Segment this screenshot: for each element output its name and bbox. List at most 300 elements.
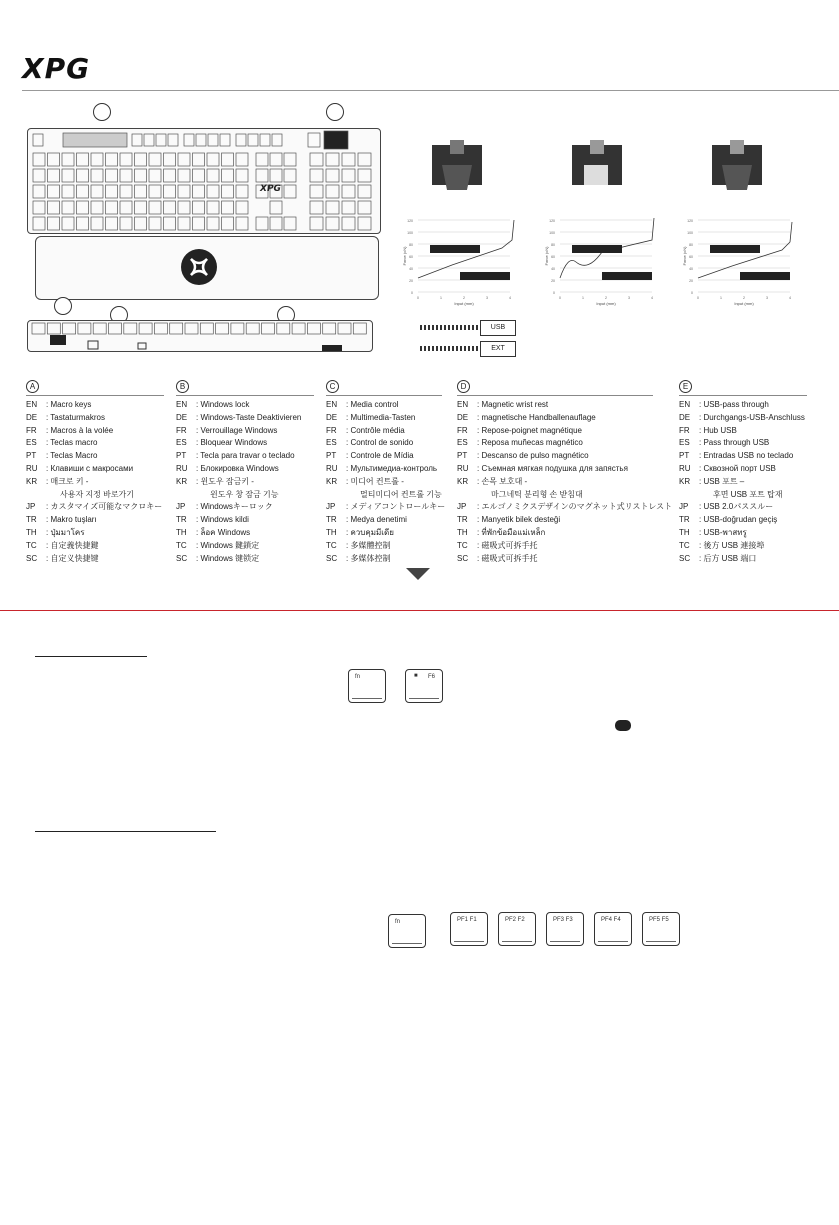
legend-text: : Media control (346, 400, 399, 409)
legend-text: : Teclas Macro (46, 451, 98, 461)
language-code: PT (26, 451, 37, 461)
key-cap (164, 185, 176, 198)
key-cap (91, 185, 103, 198)
key-cap (135, 201, 147, 214)
profile-key-5 (642, 912, 680, 946)
legend-text: : Descanso de pulso magnético (477, 451, 589, 461)
language-code: SC (679, 553, 691, 563)
language-code: DE (26, 412, 38, 422)
side-key-cap (78, 323, 91, 334)
x-tick-label: 2 (743, 296, 745, 300)
legend-row (176, 476, 314, 489)
legend-text: : Windows 鍵鎖定 (196, 540, 260, 550)
legend-row (457, 527, 653, 540)
legend-row (26, 437, 164, 450)
legend-text: : Windows kildi (196, 515, 249, 525)
legend-row (457, 412, 653, 425)
legend-text: 후면 USB 포트 탑재 (713, 489, 783, 499)
key-cap (120, 217, 132, 230)
key-cap (106, 153, 118, 166)
y-axis-label: Force (cN) (402, 246, 407, 266)
profile-key-label: PF1 F1 (457, 917, 477, 923)
key-cap (33, 169, 45, 182)
profile-key-label: PF2 F2 (505, 917, 525, 923)
legend-row (326, 540, 442, 553)
legend-row (176, 489, 314, 502)
legend-text: : エルゴノミクスデザインのマグネット式リストレスト (477, 502, 673, 512)
side-key-cap (170, 323, 183, 334)
legend-text: : Съемная мягкая подушка для запястья (477, 463, 628, 473)
legend-row (326, 553, 442, 566)
legend-text: : Durchgangs-USB-Anschluss (699, 412, 805, 422)
legend-row (176, 412, 314, 425)
language-code: TC (457, 540, 468, 550)
legend-text: : Мультимедиа-контроль (346, 463, 438, 473)
usb-plug-1: USB (480, 320, 516, 336)
x-tick-label: 0 (697, 296, 699, 300)
key-cap (149, 169, 161, 182)
legend-marker: B (176, 380, 189, 393)
y-tick-label: 100 (549, 231, 555, 235)
language-code: FR (26, 425, 37, 435)
key-cap (48, 153, 60, 166)
key-cap (106, 169, 118, 182)
language-code: TR (679, 515, 690, 525)
language-code: ES (679, 438, 690, 448)
legend-row (679, 527, 807, 540)
legend-row (457, 450, 653, 463)
numpad-key-cap (342, 169, 355, 182)
legend-text: : Macro keys (46, 400, 92, 409)
side-key-cap (32, 323, 45, 334)
numpad-key-cap (358, 169, 371, 182)
legend-marker: C (326, 380, 339, 393)
numpad-key-cap (342, 217, 355, 230)
language-code: DE (326, 412, 338, 422)
key-cap (120, 169, 132, 182)
numpad-key-cap (326, 153, 339, 166)
nav-key-cap (270, 169, 282, 182)
x-tick-label: 3 (766, 296, 768, 300)
legend-text: : 손목 보호대 - (477, 476, 528, 486)
legend-text: : Magnetic wrist rest (477, 400, 549, 409)
key-cap (106, 185, 118, 198)
legend-row (457, 425, 653, 438)
key-cap (193, 201, 205, 214)
legend-text: : Entradas USB no teclado (699, 451, 794, 461)
legend-row (176, 514, 314, 527)
legend-text: : Pass through USB (699, 438, 770, 448)
game-mode-key: ■ F6 (405, 669, 443, 703)
y-tick-label: 60 (689, 255, 693, 259)
x-axis-label: Input (mm) (734, 301, 754, 306)
legend-row (26, 425, 164, 438)
nav-key-cap (270, 153, 282, 166)
legend-text: : Windowsキーロック (196, 502, 273, 512)
legend-row (679, 476, 807, 489)
side-key-cap (63, 323, 76, 334)
language-code: RU (679, 463, 691, 473)
profile-key-label: PF5 F5 (649, 917, 669, 923)
key-cap (120, 185, 132, 198)
nav-key-cap (284, 153, 296, 166)
language-code: EN (679, 400, 691, 409)
language-code: TC (176, 540, 187, 550)
legend-text: : magnetische Handballenauflage (477, 412, 596, 422)
numpad-key-cap (310, 201, 323, 214)
legend-row (679, 450, 807, 463)
keyboard-keys-graphic (28, 129, 380, 233)
key-cap (193, 153, 205, 166)
language-code: FR (679, 425, 690, 435)
key-cap (178, 201, 190, 214)
side-key-cap (231, 323, 244, 334)
key-cap (178, 185, 190, 198)
language-code: KR (457, 476, 469, 486)
key-cap (207, 153, 219, 166)
key-cap (164, 153, 176, 166)
key-cap (236, 169, 248, 182)
legend-row (326, 527, 442, 540)
x-tick-label: 0 (417, 296, 419, 300)
key-cap (207, 201, 219, 214)
x-tick-label: 4 (651, 296, 653, 300)
language-code: KR (176, 476, 188, 486)
legend-text: : ควบคุมมีเดีย (346, 527, 394, 537)
section-divider (0, 610, 839, 611)
key-cap (236, 153, 248, 166)
language-code: SC (326, 553, 338, 563)
key-cap (178, 217, 190, 230)
key-cap (33, 217, 45, 230)
language-code: KR (679, 476, 691, 486)
numpad-key-cap (326, 201, 339, 214)
redacted-label-box (740, 272, 790, 280)
numpad-key-cap (326, 217, 339, 230)
language-code: FR (176, 425, 187, 435)
language-code: TR (176, 515, 187, 525)
legend-row (176, 437, 314, 450)
legend-text: : 磁吸式可拆手托 (477, 553, 538, 563)
legend-header (457, 380, 653, 396)
legend-text: : 磁吸式可拆手托 (477, 540, 538, 550)
key-cap (62, 217, 74, 230)
side-key-cap (93, 323, 106, 334)
legend-text: : Reposa muñecas magnético (477, 438, 583, 448)
side-key-cap (277, 323, 290, 334)
language-code: DE (679, 412, 691, 422)
language-code: RU (326, 463, 338, 473)
legend-row (679, 412, 807, 425)
legend-row (326, 501, 446, 514)
language-code: FR (457, 425, 468, 435)
key-cap (33, 201, 45, 214)
language-code: RU (457, 463, 469, 473)
switch-force-charts (402, 140, 832, 310)
numpad-key-cap (342, 185, 355, 198)
redacted-label-box (710, 245, 760, 253)
key-cap (62, 185, 74, 198)
language-code: JP (326, 502, 336, 512)
legend-column-c (326, 380, 446, 565)
legend-row (679, 463, 807, 476)
legend-text: : USB-พาสทรู (699, 527, 747, 537)
key-cap (149, 185, 161, 198)
x-tick-label: 0 (559, 296, 561, 300)
side-key-cap (353, 323, 366, 334)
legend-column-d (457, 380, 673, 565)
legend-row (26, 450, 164, 463)
key-cap (62, 169, 74, 182)
legend-text: : Repose-poignet magnétique (477, 425, 582, 435)
legend-row (457, 437, 653, 450)
legend-text: : Hub USB (699, 425, 737, 435)
language-code: TR (26, 515, 37, 525)
language-code: EN (326, 400, 338, 409)
y-tick-label: 120 (549, 219, 555, 223)
switch-3 (712, 140, 762, 190)
legend-marker: A (26, 380, 39, 393)
numpad-key-cap (358, 217, 371, 230)
nav-key-cap (284, 185, 296, 198)
legend-row (326, 399, 442, 412)
x-axis-label: Input (mm) (454, 301, 474, 306)
usb-plug-2: EXT (480, 341, 516, 357)
legend-row (26, 514, 164, 527)
key-cap (164, 217, 176, 230)
legend-row (326, 437, 442, 450)
legend-text: 윈도우 창 잠금 기능 (210, 489, 279, 499)
y-tick-label: 100 (687, 231, 693, 235)
language-code: PT (326, 451, 337, 461)
key-cap (120, 153, 132, 166)
language-code: PT (176, 451, 187, 461)
numpad-key-cap (358, 185, 371, 198)
nav-key-cap (270, 217, 282, 230)
legend-row (457, 553, 653, 566)
y-tick-label: 60 (409, 255, 413, 259)
language-code: EN (26, 400, 38, 409)
key-cap (77, 169, 89, 182)
legend-text: : ล็อค Windows (196, 527, 251, 537)
legend-row (679, 540, 807, 553)
y-tick-label: 80 (409, 243, 413, 247)
key-cap (193, 185, 205, 198)
callout-a (93, 103, 111, 121)
legend-text: : Tecla para travar o teclado (196, 451, 295, 461)
key-cap (222, 169, 234, 182)
legend-row (457, 514, 653, 527)
y-tick-label: 0 (411, 291, 413, 295)
y-tick-label: 120 (687, 219, 693, 223)
legend-text: : Tastaturmakros (46, 412, 105, 422)
key-cap (77, 217, 89, 230)
language-code (326, 489, 346, 502)
y-tick-label: 80 (551, 243, 555, 247)
key-cap (62, 153, 74, 166)
legend-row (26, 412, 164, 425)
y-tick-label: 20 (689, 279, 693, 283)
redacted-label-box (572, 245, 622, 253)
key-cap (106, 201, 118, 214)
key-cap (149, 217, 161, 230)
key-cap (236, 217, 248, 230)
side-key-cap (47, 323, 60, 334)
language-code: TR (457, 515, 468, 525)
section-heading-1-underline (35, 656, 147, 657)
language-code: JP (26, 502, 36, 512)
legend-text: : メディアコントロールキー (346, 502, 446, 512)
legend-text: : カスタマイズ可能なマクロキー (46, 502, 163, 512)
legend-text: : USB-pass through (699, 400, 769, 409)
legend-row (26, 476, 164, 489)
legend-text: : Блокировка Windows (196, 463, 279, 473)
language-code: ES (26, 438, 37, 448)
x-axis-label: Input (mm) (596, 301, 616, 306)
wrist-rest (35, 236, 379, 300)
y-tick-label: 0 (691, 291, 693, 295)
wrist-rest-logo (181, 249, 217, 285)
keyboard-side-view (27, 320, 373, 352)
y-tick-label: 0 (553, 291, 555, 295)
legend-text: 마그네틱 분리형 손 받침대 (491, 489, 583, 499)
legend-row (679, 489, 807, 502)
legend-text: : Controle de Mídia (346, 451, 414, 461)
legend-row (176, 527, 314, 540)
key-cap (222, 153, 234, 166)
language-code: TH (326, 527, 337, 537)
key-cap (48, 185, 60, 198)
numpad-key-cap (310, 169, 323, 182)
xpg-logo: XPG (22, 52, 91, 85)
y-tick-label: 120 (407, 219, 413, 223)
legend-text: : Windows 键锁定 (196, 553, 260, 563)
nav-key-cap (284, 217, 296, 230)
nav-key-cap (256, 169, 268, 182)
language-code: EN (457, 400, 469, 409)
legend-text: : Manyetik bilek desteği (477, 515, 561, 525)
y-axis-label: Force (cN) (544, 246, 549, 266)
side-key-cap (124, 323, 137, 334)
x-tick-label: 2 (463, 296, 465, 300)
y-tick-label: 80 (689, 243, 693, 247)
switch-1 (432, 140, 482, 190)
legend-row (26, 540, 164, 553)
gamepad-icon (615, 720, 631, 731)
legend-row (326, 489, 442, 502)
language-code: RU (176, 463, 188, 473)
key-cap (207, 185, 219, 198)
numpad-key-cap (358, 201, 371, 214)
side-key-cap (292, 323, 305, 334)
key-cap (48, 201, 60, 214)
key-cap (207, 169, 219, 182)
legend-row (176, 425, 314, 438)
down-arrow-icon (406, 568, 430, 580)
x-tick-label: 2 (605, 296, 607, 300)
x-tick-label: 4 (509, 296, 511, 300)
language-code: TH (457, 527, 468, 537)
legend-row (457, 399, 653, 412)
numpad-key-cap (326, 185, 339, 198)
legend-row (176, 540, 314, 553)
nav-key-cap (256, 153, 268, 166)
legend-text: : 後方 USB 連接埠 (699, 540, 765, 550)
language-code: DE (176, 412, 188, 422)
numpad-key-cap (310, 153, 323, 166)
y-tick-label: 20 (551, 279, 555, 283)
x-tick-label: 1 (440, 296, 442, 300)
key-cap (77, 201, 89, 214)
profile-key-3 (546, 912, 584, 946)
legend-row (176, 450, 314, 463)
legend-text: : 多媒体控制 (346, 553, 391, 563)
language-code: TH (176, 527, 187, 537)
key-cap (178, 153, 190, 166)
side-key-cap (185, 323, 198, 334)
force-chart-1 (402, 219, 514, 306)
key-cap (193, 217, 205, 230)
legend-text: : Medya denetimi (346, 515, 407, 525)
key-cap (222, 185, 234, 198)
legend-column-b (176, 380, 314, 565)
legend-row (26, 489, 164, 502)
redacted-label-box (460, 272, 510, 280)
key-cap (164, 201, 176, 214)
x-tick-label: 1 (582, 296, 584, 300)
legend-row (326, 514, 442, 527)
header-divider (22, 90, 839, 91)
legend-text: : Control de sonido (346, 438, 414, 448)
profile-key-label: PF4 F4 (601, 917, 621, 923)
cable-2 (420, 346, 480, 351)
key-cap (236, 201, 248, 214)
fn-key-2: fn (388, 914, 426, 948)
key-cap (91, 217, 103, 230)
language-code: TC (326, 540, 337, 550)
legend-row (176, 553, 314, 566)
legend-text: : Verrouillage Windows (196, 425, 278, 435)
key-cap (149, 153, 161, 166)
callout-b (54, 297, 72, 315)
legend-header (176, 380, 314, 396)
numpad-key-cap (342, 201, 355, 214)
legend-row (326, 450, 442, 463)
legend-text: : 多媒體控制 (346, 540, 391, 550)
key-cap (135, 169, 147, 182)
profile-key-2 (498, 912, 536, 946)
language-code: TC (26, 540, 37, 550)
legend-text: : USB-doğrudan geçiş (699, 515, 778, 525)
y-tick-label: 100 (407, 231, 413, 235)
legend-row (326, 463, 442, 476)
legend-column-e (679, 380, 807, 565)
legend-text: : ที่พักข้อมือแม่เหล็ก (477, 527, 546, 537)
legend-text: : ปุ่มมาโคร (46, 527, 85, 537)
key-cap (135, 185, 147, 198)
profile-key-4 (594, 912, 632, 946)
legend-row (457, 540, 653, 553)
x-tick-label: 3 (486, 296, 488, 300)
language-code (176, 489, 196, 502)
legend-text: : 后方 USB 端口 (699, 553, 757, 563)
legend-row (457, 463, 653, 476)
language-code: JP (176, 502, 186, 512)
key-cap (77, 153, 89, 166)
y-tick-label: 40 (409, 267, 413, 271)
redacted-label-box (430, 245, 480, 253)
language-code: TC (679, 540, 690, 550)
